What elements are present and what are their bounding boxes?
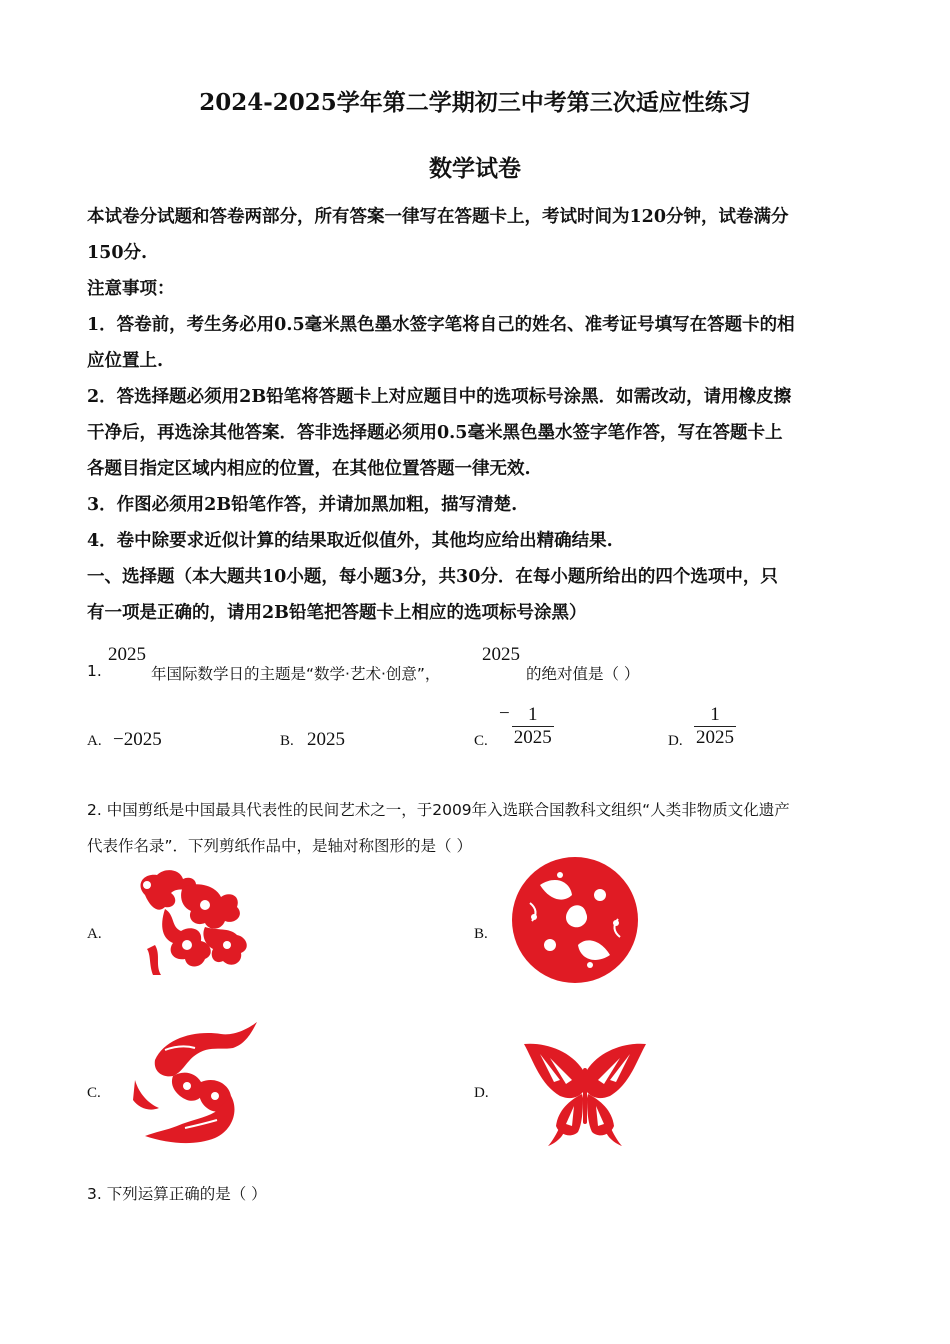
notice-item: 2．答选择题必须用2B铅笔将答题卡上对应题目中的选项标号涂黑．如需改动，请用橡皮擦 [87,387,792,407]
denominator: 2025 [696,727,734,748]
page-title: 2024-2025学年第二学期初三中考第三次适应性练习 [199,89,751,116]
dragon-papercut-icon [125,865,260,980]
q1-option-b-value: 2025 [307,729,345,750]
q1-option-b-label[interactable]: B. [280,733,294,749]
section-heading: 一、选择题（本大题共10小题，每小题3分，共30分．在每小题所给出的四个选项中，只 [87,567,778,587]
q1-option-a-label[interactable]: A. [87,733,102,749]
notice-item: 各题目指定区域内相应的位置，在其他位置答题一律无效. [87,459,531,479]
phoenix-papercut-icon [125,1020,265,1152]
fraction [512,704,554,749]
minus-sign: − [499,702,510,724]
page-subtitle: 数学试卷 [429,155,521,182]
q3-text: 3. 下列运算正确的是（ ） [87,1185,267,1203]
q1-year-a: 2025 [108,644,146,665]
q2-option-c-label[interactable]: C. [87,1085,101,1101]
q1-option-d-value [694,704,736,749]
section-heading: 有一项是正确的，请用2B铅笔把答题卡上相应的选项标号涂黑） [87,603,587,623]
notice-item: 3．作图必须用2B铅笔作答，并请加黑加粗，描写清楚. [87,495,518,515]
q2-option-d-label[interactable]: D. [474,1085,489,1101]
numerator: 1 [694,704,736,727]
q2-text [87,792,790,864]
notice-item: 4．卷中除要求近似计算的结果取近似值外，其他均应给出精确结果. [87,531,613,551]
q1-year-b: 2025 [482,644,520,665]
notice-item: 应位置上. [87,351,164,371]
q2-option-a-label[interactable]: A. [87,926,102,942]
notice-item: 1．答卷前，考生务必用0.5毫米黑色墨水签字笔将自己的姓名、准考证号填写在答题卡的相 [87,315,795,335]
q1-text-b: 的绝对值是（ ） [526,665,640,683]
q2-line: 2. 中国剪纸是中国最具代表性的民间艺术之一，于2009年入选联合国教科文组织“人类非物质文化遗产 [87,801,790,819]
butterfly-papercut-icon [520,1040,650,1148]
notice-heading: 注意事项： [87,279,175,299]
intro-line: 150分. [87,243,148,263]
q1-option-c-label[interactable]: C. [474,733,488,749]
numerator: 1 [512,704,554,727]
q1-option-c-value [499,704,554,749]
fish-circle-papercut-icon [510,855,640,985]
q1-number: 1. [87,662,102,680]
q1-text-a: 年国际数学日的主题是“数学·艺术·创意”， [151,665,441,683]
q1-option-a-value: −2025 [113,729,162,750]
q1-option-d-label[interactable]: D. [668,733,683,749]
fraction [694,704,736,749]
q2-line: 代表作名录”．下列剪纸作品中，是轴对称图形的是（ ） [87,837,472,855]
denominator: 2025 [513,727,552,748]
q2-option-b-label[interactable]: B. [474,926,488,942]
intro-line: 本试卷分试题和答卷两部分，所有答案一律写在答题卡上，考试时间为120分钟，试卷满分 [87,207,789,227]
notice-item: 干净后，再选涂其他答案．答非选择题必须用0.5毫米黑色墨水签字笔作答，写在答题卡上 [87,423,783,443]
instructions-block [87,199,867,631]
